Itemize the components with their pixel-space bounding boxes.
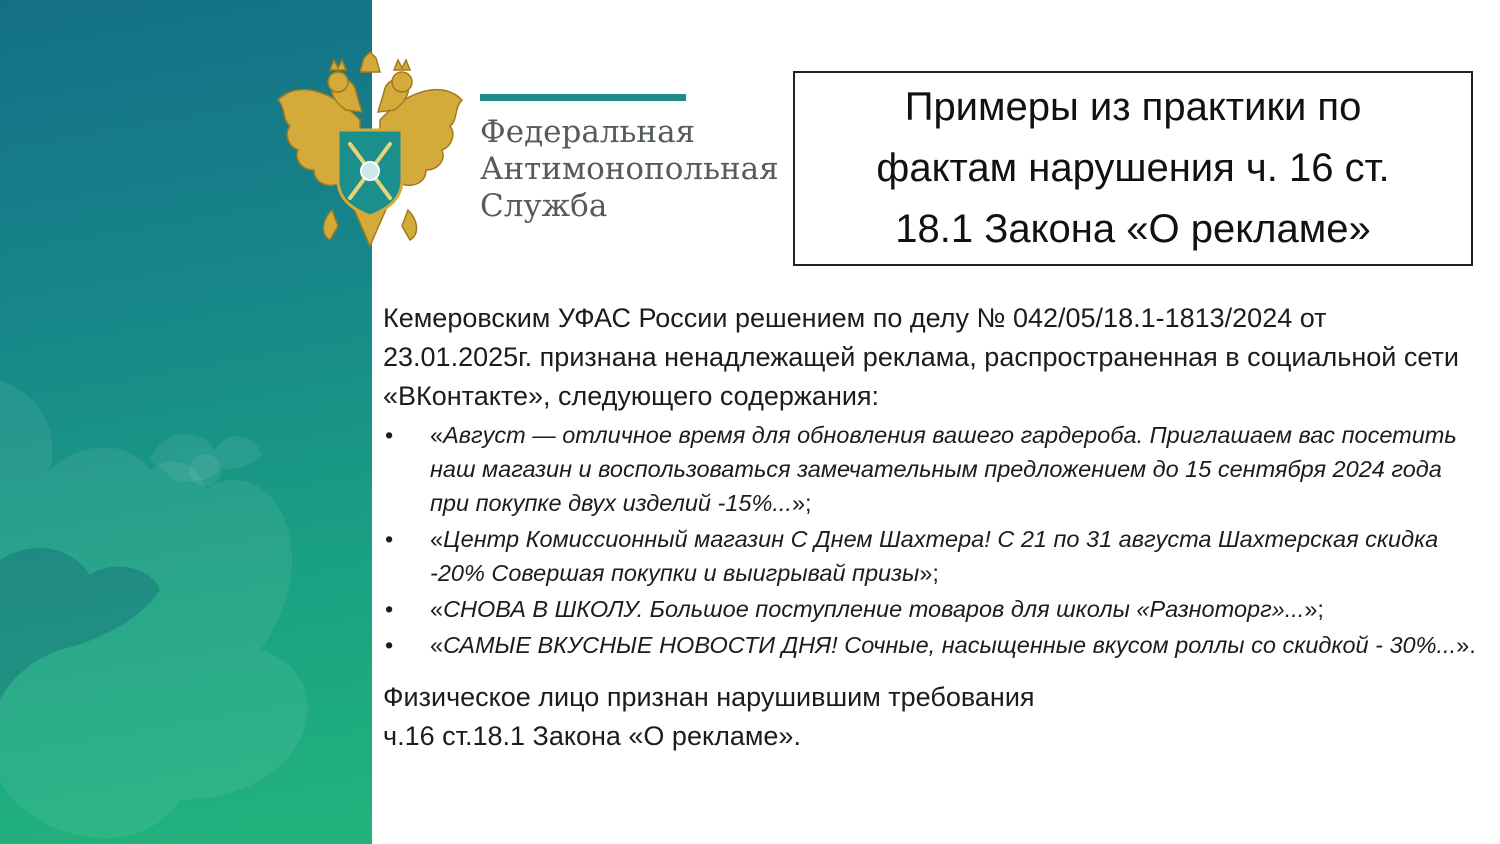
ad-quote: Август — отличное время для обновления вашего гардероба. Приглашаем вас посетить наш магазин и воспользоваться замечательным предложением до 15 сентября 2024 года при покупке двух изделий -15%...: [430, 422, 1457, 516]
intro-paragraph: Кемеровским УФАС России решением по делу № 042/05/18.1-1813/2024 от 23.01.2025г. признана ненадлежащей реклама, распространенная в социальной сети «ВКонтакте», следующего содержания:: [383, 303, 1459, 411]
bullet: •: [385, 632, 394, 658]
quote-close: ».: [1456, 632, 1476, 658]
ad-examples-list: [383, 418, 1478, 662]
list-item: [383, 628, 1478, 662]
quote-open: «: [430, 422, 444, 448]
conclusion-paragraph: [383, 678, 1478, 756]
ad-quote: САМЫЕ ВКУСНЫЕ НОВОСТИ ДНЯ! Сочные, насыщенные вкусом роллы со скидкой - 30%...: [443, 632, 1457, 658]
title-box: [793, 71, 1473, 266]
ad-quote: СНОВА В ШКОЛУ. Большое поступление товаров для школы «Разноторг»...: [443, 596, 1305, 622]
bullet: •: [385, 596, 394, 622]
slide-body: [383, 299, 1478, 756]
slide-title: Примеры из практики по фактам нарушения ч. 16 ст. 18.1 Закона «О рекламе»: [876, 85, 1390, 251]
bullet: •: [385, 526, 394, 552]
list-item: [383, 418, 1478, 520]
double-headed-eagle-emblem-icon: [272, 50, 468, 250]
bullet: •: [385, 422, 394, 448]
conclusion-line-2: ч.16 ст.18.1 Закона «О рекламе».: [383, 721, 801, 751]
quote-close: »;: [791, 490, 812, 516]
logo-wordmark: [480, 114, 779, 225]
list-item: [383, 522, 1478, 590]
logo-accent-bar: [480, 94, 686, 101]
logo-line-2: Антимонопольная: [480, 151, 779, 187]
list-item: [383, 592, 1478, 626]
quote-open: «: [430, 526, 444, 552]
ad-quote: Центр Комиссионный магазин С Днем Шахтера! С 21 по 31 августа Шахтерская скидка -20% Совершая покупки и выигрывай призы: [430, 526, 1439, 586]
quote-open: «: [430, 596, 444, 622]
logo-line-3: Служба: [480, 188, 608, 224]
quote-open: «: [430, 632, 444, 658]
fas-logo: [272, 50, 779, 255]
logo-line-1: Федеральная: [480, 114, 696, 150]
conclusion-line-1: Физическое лицо признан нарушившим требования: [383, 682, 1035, 712]
quote-close: »;: [919, 560, 939, 586]
quote-close: »;: [1304, 596, 1324, 622]
